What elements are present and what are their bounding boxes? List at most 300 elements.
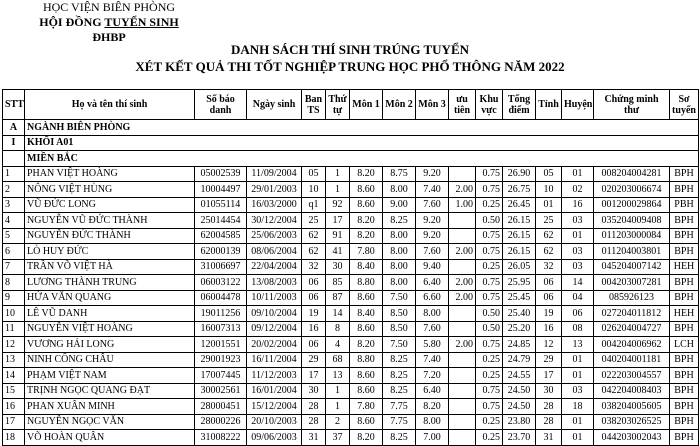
table-row	[3, 275, 699, 291]
table-cell: 1	[326, 182, 350, 198]
table-cell: HEH	[670, 306, 699, 322]
table-cell: 01	[562, 368, 594, 384]
table-cell	[449, 213, 476, 229]
table-cell: 29	[536, 352, 562, 368]
table-cell: 19	[536, 306, 562, 322]
table-cell: BPH	[670, 430, 699, 446]
table-cell	[449, 399, 476, 415]
table-row	[3, 213, 699, 229]
table-cell: BPH	[670, 275, 699, 291]
table-cell: 41	[326, 244, 350, 260]
table-cell: 13	[562, 337, 594, 353]
table-cell: 16007313	[195, 321, 247, 337]
table-cell: 2.00	[449, 275, 476, 291]
table-row	[3, 290, 699, 306]
table-cell: 9	[3, 290, 25, 306]
table-cell	[449, 368, 476, 384]
table-cell: 05	[536, 166, 562, 182]
table-cell: LCH	[670, 337, 699, 353]
table-cell: 03	[562, 259, 594, 275]
section-code: I	[3, 135, 25, 151]
table-cell: 0.75	[476, 275, 503, 291]
table-cell: 17007445	[195, 368, 247, 384]
table-cell: 30002561	[195, 383, 247, 399]
table-cell: 62	[536, 228, 562, 244]
table-cell: 10/11/2003	[247, 290, 302, 306]
table-cell: 23.70	[503, 430, 536, 446]
table-cell: BPH	[670, 182, 699, 198]
table-cell: 9.00	[383, 197, 416, 213]
table-cell: 0.75	[476, 166, 503, 182]
table-cell: 2.00	[449, 244, 476, 260]
table-cell: 01	[562, 228, 594, 244]
table-row	[3, 383, 699, 399]
table-cell: 8.20	[350, 213, 383, 229]
table-cell: BPH	[670, 228, 699, 244]
column-header: STT	[3, 90, 25, 120]
table-cell: 13/08/2003	[247, 275, 302, 291]
table-cell: q1	[302, 197, 326, 213]
table-cell: 0.25	[476, 414, 503, 430]
table-cell: 62004585	[195, 228, 247, 244]
table-cell: 30	[536, 383, 562, 399]
table-cell: 022203004557	[594, 368, 670, 384]
table-cell: 16	[3, 399, 25, 415]
table-cell: 038203026525	[594, 414, 670, 430]
table-cell: 7.60	[416, 321, 449, 337]
table-cell: 8.40	[350, 306, 383, 322]
table-cell: 16	[562, 197, 594, 213]
table-cell: 08	[562, 321, 594, 337]
table-cell: TRỊNH NGỌC QUANG ĐẠT	[25, 383, 195, 399]
table-cell: 020203006674	[594, 182, 670, 198]
table-cell: 32	[302, 259, 326, 275]
table-cell: 25.40	[503, 306, 536, 322]
document-subtitle: XÉT KẾT QUẢ THI TỐT NGHIỆP TRUNG HỌC PHỔ THÔNG NĂM 2022	[135, 59, 565, 74]
table-cell: 06	[536, 290, 562, 306]
table-cell: 11	[3, 321, 25, 337]
table-cell: 026204004727	[594, 321, 670, 337]
column-header: Môn 2	[383, 90, 416, 120]
table-cell: 01	[562, 414, 594, 430]
table-cell: 035204009408	[594, 213, 670, 229]
table-cell: BPH	[670, 166, 699, 182]
table-cell: 9.20	[416, 228, 449, 244]
table-row	[3, 228, 699, 244]
table-cell: BPH	[670, 383, 699, 399]
table-cell: 17	[326, 213, 350, 229]
table-cell	[449, 414, 476, 430]
table-cell: 8.75	[383, 166, 416, 182]
table-cell: 6	[3, 244, 25, 260]
table-cell	[449, 321, 476, 337]
document-title: DANH SÁCH THÍ SINH TRÚNG TUYỂN	[230, 42, 470, 57]
table-cell: 8.80	[350, 275, 383, 291]
table-cell: HEH	[670, 259, 699, 275]
table-cell: 18	[562, 399, 594, 415]
table-cell: 01	[562, 166, 594, 182]
table-cell: 31008222	[195, 430, 247, 446]
table-cell: 6.40	[416, 383, 449, 399]
table-cell: 1	[326, 399, 350, 415]
table-cell: 06	[536, 275, 562, 291]
table-cell: 62	[302, 228, 326, 244]
table-cell: NGUYỄN ĐỨC THÀNH	[25, 228, 195, 244]
table-row	[3, 430, 699, 446]
table-cell	[449, 430, 476, 446]
column-header: Môn 1	[350, 90, 383, 120]
table-cell: 29	[302, 352, 326, 368]
table-cell: 8.20	[350, 228, 383, 244]
table-cell: 8.60	[350, 197, 383, 213]
column-header: Huyện	[562, 90, 594, 120]
table-cell: 37	[326, 430, 350, 446]
table-cell: 25014454	[195, 213, 247, 229]
section-label: NGÀNH BIÊN PHÒNG	[25, 120, 699, 136]
table-cell: 31	[536, 430, 562, 446]
table-cell: 7.75	[383, 399, 416, 415]
table-cell: NINH CÔNG CHÂU	[25, 352, 195, 368]
table-cell: 25.45	[503, 290, 536, 306]
table-cell: BPH	[670, 213, 699, 229]
table-cell: 7.60	[416, 244, 449, 260]
table-cell	[449, 259, 476, 275]
table-cell: NGUYỄN NGỌC VĂN	[25, 414, 195, 430]
table-cell: 8.00	[416, 306, 449, 322]
table-cell: 26.45	[503, 197, 536, 213]
table-cell: PBH	[670, 197, 699, 213]
column-header: Số báo danh	[195, 90, 247, 120]
table-cell: 12	[536, 337, 562, 353]
table-cell: 0.25	[476, 430, 503, 446]
table-cell: 8.60	[350, 321, 383, 337]
table-cell: 8.50	[383, 306, 416, 322]
table-cell: 92	[326, 197, 350, 213]
table-cell: 0.75	[476, 244, 503, 260]
table-cell: 7.50	[383, 337, 416, 353]
table-cell: 06	[302, 337, 326, 353]
table-cell: 0.75	[476, 399, 503, 415]
table-cell: BPH	[670, 414, 699, 430]
table-cell: 05002539	[195, 166, 247, 182]
table-cell: 0.50	[476, 306, 503, 322]
table-row	[3, 182, 699, 198]
table-cell: 0.75	[476, 228, 503, 244]
table-cell: BPH	[670, 290, 699, 306]
table-cell: 9.20	[416, 166, 449, 182]
council-name: HỘI ĐỒNG TUYỂN SINH ĐHBP	[39, 15, 179, 44]
table-cell: BPH	[670, 352, 699, 368]
table-cell: 0.25	[476, 259, 503, 275]
table-cell: 24.50	[503, 383, 536, 399]
table-cell: 31006697	[195, 259, 247, 275]
column-header: Tổng điểm	[503, 90, 536, 120]
table-cell: 12001551	[195, 337, 247, 353]
column-header: Họ và tên thí sinh	[25, 90, 195, 120]
table-cell: 1	[326, 383, 350, 399]
table-header-row	[3, 90, 699, 120]
table-cell: 8.60	[350, 414, 383, 430]
table-cell: 2	[3, 182, 25, 198]
table-cell: 13	[3, 352, 25, 368]
table-cell: 16	[302, 321, 326, 337]
table-cell: 2.00	[449, 337, 476, 353]
table-cell: BPH	[670, 399, 699, 415]
table-cell: 4	[3, 213, 25, 229]
table-cell: 85	[326, 275, 350, 291]
table-cell: 001200029864	[594, 197, 670, 213]
table-cell: 03	[562, 213, 594, 229]
table-cell: 004204006962	[594, 337, 670, 353]
table-cell: 8.60	[350, 368, 383, 384]
table-cell: 8.20	[350, 430, 383, 446]
table-cell: 15	[3, 383, 25, 399]
table-cell: 7.00	[416, 430, 449, 446]
table-cell: 62	[302, 244, 326, 260]
table-cell: 0.75	[476, 337, 503, 353]
table-row	[3, 259, 699, 275]
table-cell: 01	[536, 197, 562, 213]
table-cell: 8.00	[416, 414, 449, 430]
table-row	[3, 244, 699, 260]
table-cell: 04	[562, 290, 594, 306]
table-cell: 8.00	[383, 182, 416, 198]
table-cell: 26.90	[503, 166, 536, 182]
section-code	[3, 151, 25, 167]
table-cell: 06	[562, 306, 594, 322]
table-cell: 7.75	[383, 414, 416, 430]
table-cell: 8.00	[383, 244, 416, 260]
table-cell	[449, 306, 476, 322]
table-cell: 20/10/2003	[247, 414, 302, 430]
table-cell: 1	[326, 166, 350, 182]
table-cell: 28	[302, 414, 326, 430]
table-cell: 8.00	[383, 259, 416, 275]
table-cell: 011203000084	[594, 228, 670, 244]
table-cell: 14	[326, 306, 350, 322]
table-cell: 09/10/2004	[247, 306, 302, 322]
table-cell: 7.60	[416, 197, 449, 213]
table-cell: 29001923	[195, 352, 247, 368]
table-cell: 31	[302, 430, 326, 446]
table-cell: 02	[562, 182, 594, 198]
table-cell: 17	[536, 368, 562, 384]
table-row	[3, 197, 699, 213]
column-header: Thứ tự	[326, 90, 350, 120]
table-row	[3, 352, 699, 368]
table-cell: 011204003801	[594, 244, 670, 260]
table-row	[3, 414, 699, 430]
table-cell: 042204008403	[594, 383, 670, 399]
table-cell: 16	[536, 321, 562, 337]
table-cell: 7.80	[350, 244, 383, 260]
table-cell: 044203002043	[594, 430, 670, 446]
table-cell: VŨ ĐỨC LONG	[25, 197, 195, 213]
table-cell: BPH	[670, 244, 699, 260]
table-cell: 19011256	[195, 306, 247, 322]
table-cell: 15/12/2004	[247, 399, 302, 415]
table-cell: 8.20	[416, 399, 449, 415]
table-cell: 29/01/2003	[247, 182, 302, 198]
table-cell: 4	[326, 337, 350, 353]
table-row	[3, 368, 699, 384]
table-cell: 9.20	[416, 213, 449, 229]
table-cell: 26.05	[503, 259, 536, 275]
table-cell: 8.60	[350, 182, 383, 198]
table-cell: 8.00	[383, 228, 416, 244]
table-cell: 8	[326, 321, 350, 337]
table-cell	[449, 166, 476, 182]
table-cell: 16/03/2000	[247, 197, 302, 213]
table-cell: 8.25	[383, 430, 416, 446]
table-cell: 19	[302, 306, 326, 322]
table-cell: 26.15	[503, 213, 536, 229]
table-cell: 2.00	[449, 290, 476, 306]
table-cell: NGUYỄN VIỆT HOÀNG	[25, 321, 195, 337]
table-cell: LƯƠNG THÀNH TRUNG	[25, 275, 195, 291]
table-cell: 8.60	[350, 383, 383, 399]
table-cell: LÊ VŨ DANH	[25, 306, 195, 322]
table-cell: 06	[302, 290, 326, 306]
table-cell: 0.25	[476, 368, 503, 384]
table-cell: 10	[536, 182, 562, 198]
table-cell: NGUYỄN VŨ ĐỨC THÀNH	[25, 213, 195, 229]
table-cell	[449, 228, 476, 244]
section-label: MIỀN BẮC	[25, 151, 699, 167]
column-header: Chứng minh thư	[594, 90, 670, 120]
table-cell: 10	[3, 306, 25, 322]
table-cell: 8	[3, 275, 25, 291]
table-cell: 91	[326, 228, 350, 244]
table-cell: PHAN XUÂN MINH	[25, 399, 195, 415]
column-header: Ngày sinh	[247, 90, 302, 120]
section-row	[3, 135, 699, 151]
table-cell: 12	[3, 337, 25, 353]
table-cell: 004203007281	[594, 275, 670, 291]
table-cell: 24.85	[503, 337, 536, 353]
table-cell	[449, 352, 476, 368]
column-header: Môn 3	[416, 90, 449, 120]
table-cell: 62000139	[195, 244, 247, 260]
table-cell: 20/02/2004	[247, 337, 302, 353]
table-cell: 040204001181	[594, 352, 670, 368]
table-cell: 5.80	[416, 337, 449, 353]
table-cell: 17	[3, 414, 25, 430]
section-label: KHỐI A01	[25, 135, 699, 151]
column-header: Ban TS	[302, 90, 326, 120]
table-cell: 08/06/2004	[247, 244, 302, 260]
table-cell: 28	[302, 399, 326, 415]
table-cell: 05	[302, 166, 326, 182]
table-cell: 7.40	[416, 182, 449, 198]
table-cell: 7.20	[416, 368, 449, 384]
table-cell: 045204007142	[594, 259, 670, 275]
table-cell: 24.79	[503, 352, 536, 368]
table-cell: 14	[562, 275, 594, 291]
table-cell: 0.25	[476, 352, 503, 368]
table-cell: 25.20	[503, 321, 536, 337]
table-cell: 11/12/2003	[247, 368, 302, 384]
table-cell: 7.50	[383, 290, 416, 306]
table-cell: 24.50	[503, 399, 536, 415]
table-cell: 28	[536, 414, 562, 430]
table-cell: 0.25	[476, 197, 503, 213]
table-cell: 17	[302, 368, 326, 384]
table-cell: 9.40	[416, 259, 449, 275]
section-code: A	[3, 120, 25, 136]
table-cell: 8.25	[383, 352, 416, 368]
table-cell: 7	[3, 259, 25, 275]
table-cell: 11/09/2004	[247, 166, 302, 182]
table-cell: 6.60	[416, 290, 449, 306]
table-cell: 25	[536, 213, 562, 229]
table-cell: VÕ HOÀN QUÂN	[25, 430, 195, 446]
table-cell: LÒ HUY ĐỨC	[25, 244, 195, 260]
table-cell: 30	[302, 383, 326, 399]
table-cell: 30	[326, 259, 350, 275]
table-cell: 8.60	[350, 290, 383, 306]
table-cell: 038204005605	[594, 399, 670, 415]
table-cell: 32	[536, 259, 562, 275]
table-cell: 16/11/2004	[247, 352, 302, 368]
table-cell: 1	[3, 166, 25, 182]
table-cell: 25.95	[503, 275, 536, 291]
table-row	[3, 321, 699, 337]
table-cell: 01055114	[195, 197, 247, 213]
table-cell: 13	[326, 368, 350, 384]
table-cell: 008204004281	[594, 166, 670, 182]
table-cell: PHẠM VIỆT NAM	[25, 368, 195, 384]
table-cell: 28	[536, 399, 562, 415]
column-header: Sơ tuyển	[670, 90, 699, 120]
table-cell: 7.40	[416, 352, 449, 368]
table-cell: 8.25	[383, 213, 416, 229]
org-header	[24, 0, 194, 45]
table-row	[3, 399, 699, 415]
table-cell: 03	[562, 244, 594, 260]
table-cell: 3	[3, 197, 25, 213]
table-cell: 0.75	[476, 290, 503, 306]
table-cell: 0.50	[476, 213, 503, 229]
table-cell: 26.15	[503, 244, 536, 260]
table-cell: 14	[3, 368, 25, 384]
table-cell: 8.80	[350, 352, 383, 368]
table-cell: 16/01/2004	[247, 383, 302, 399]
table-cell: 25/06/2003	[247, 228, 302, 244]
table-cell: 23.80	[503, 414, 536, 430]
table-cell: 68	[326, 352, 350, 368]
table-row	[3, 337, 699, 353]
table-row	[3, 166, 699, 182]
table-cell: TRẦN VÕ VIỆT HÀ	[25, 259, 195, 275]
table-cell: 28000226	[195, 414, 247, 430]
column-header: ưu tiên	[449, 90, 476, 120]
table-cell: 30/12/2004	[247, 213, 302, 229]
column-header: Tỉnh	[536, 90, 562, 120]
table-cell: 06003122	[195, 275, 247, 291]
table-cell: BPH	[670, 321, 699, 337]
table-cell: 10004497	[195, 182, 247, 198]
table-cell: 0.75	[476, 182, 503, 198]
table-cell: 027204011812	[594, 306, 670, 322]
table-cell: 03	[562, 383, 594, 399]
table-cell: 18	[3, 430, 25, 446]
table-cell: 8.20	[350, 337, 383, 353]
candidates-table	[2, 89, 699, 446]
table-cell: 01	[562, 352, 594, 368]
table-cell: 1.00	[449, 197, 476, 213]
table-cell	[449, 383, 476, 399]
